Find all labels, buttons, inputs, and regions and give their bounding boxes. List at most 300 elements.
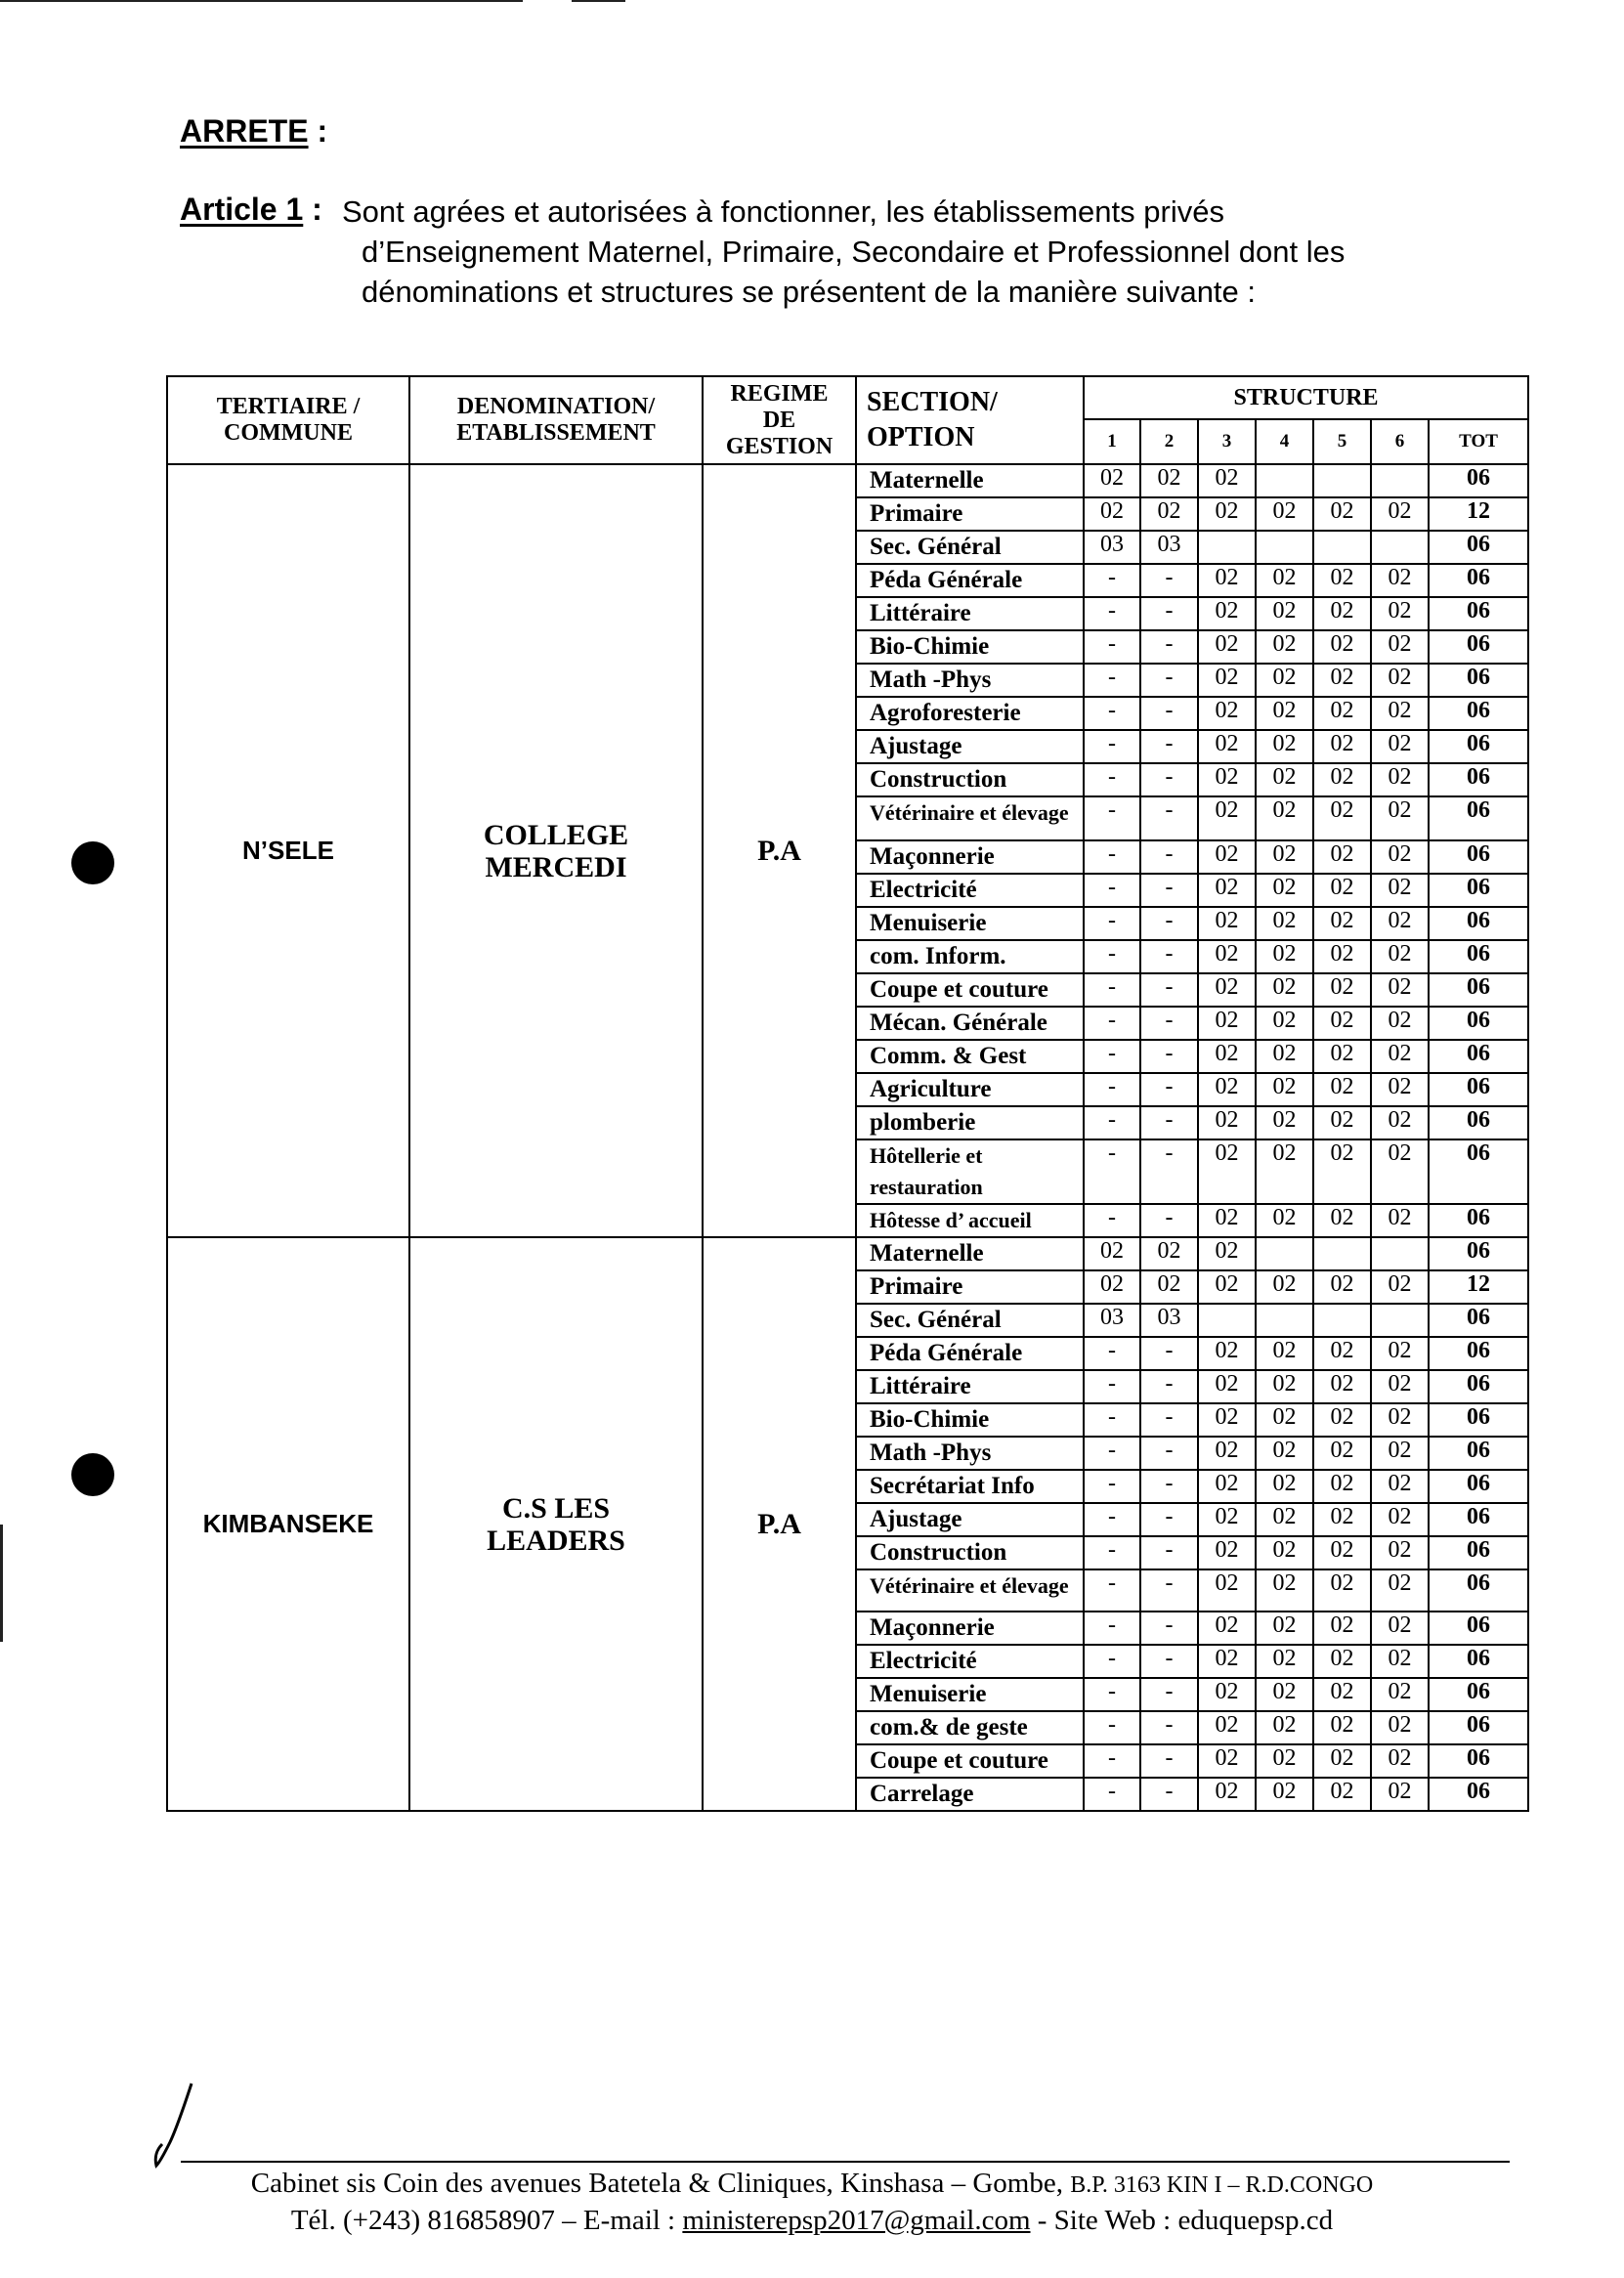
- structure-cell: 02: [1313, 1270, 1371, 1304]
- structure-cell: 02: [1140, 464, 1198, 497]
- structure-cell: -: [1140, 874, 1198, 907]
- structure-cell: -: [1084, 1007, 1140, 1040]
- structure-cell: 02: [1313, 907, 1371, 940]
- structure-cell: 02: [1256, 940, 1313, 973]
- structure-cell: 02: [1256, 1073, 1313, 1106]
- structure-cell: 02: [1371, 1645, 1429, 1678]
- structure-cell: -: [1140, 1678, 1198, 1711]
- structure-cell: [1198, 1304, 1256, 1337]
- structure-cell: -: [1084, 1536, 1140, 1569]
- option-cell: Vétérinaire et élevage: [856, 796, 1084, 840]
- structure-cell: 02: [1084, 1237, 1140, 1270]
- header-regime: [703, 376, 856, 464]
- structure-cell: 02: [1256, 1007, 1313, 1040]
- structure-cell: 02: [1313, 1470, 1371, 1503]
- total-cell: 06: [1429, 1403, 1528, 1437]
- structure-cell: 02: [1256, 840, 1313, 874]
- structure-cell: 02: [1313, 1744, 1371, 1778]
- structure-cell: 02: [1198, 630, 1256, 664]
- header-col-3: 3: [1198, 419, 1256, 464]
- structure-cell: 02: [1256, 1778, 1313, 1811]
- structure-cell: 02: [1371, 730, 1429, 763]
- option-cell: Mécan. Générale: [856, 1007, 1084, 1040]
- option-cell: Math -Phys: [856, 664, 1084, 697]
- article-text: [342, 192, 1466, 312]
- structure-cell: -: [1084, 1503, 1140, 1536]
- total-cell: 06: [1429, 630, 1528, 664]
- structure-cell: 02: [1313, 630, 1371, 664]
- structure-cell: 02: [1371, 1139, 1429, 1204]
- structure-cell: 02: [1313, 874, 1371, 907]
- structure-cell: -: [1084, 796, 1140, 840]
- article-colon: :: [303, 192, 322, 227]
- total-cell: 06: [1429, 1040, 1528, 1073]
- total-cell: 06: [1429, 1503, 1528, 1536]
- structure-cell: -: [1140, 1370, 1198, 1403]
- header-territoire: [167, 376, 409, 464]
- option-cell: Sec. Général: [856, 1304, 1084, 1337]
- structure-cell: 02: [1256, 630, 1313, 664]
- denomination-line: LEADERS: [487, 1524, 625, 1557]
- structure-cell: 02: [1198, 1437, 1256, 1470]
- structure-cell: [1313, 1237, 1371, 1270]
- article-line: d’Enseignement Maternel, Primaire, Secondaire et Professionnel dont les: [362, 235, 1346, 269]
- structure-cell: -: [1084, 1778, 1140, 1811]
- header-line: DENOMINATION/: [456, 394, 656, 419]
- scan-edge-line: [572, 0, 625, 2]
- structure-cell: -: [1084, 597, 1140, 630]
- structure-cell: 03: [1084, 531, 1140, 564]
- structure-cell: 02: [1256, 973, 1313, 1007]
- total-cell: 06: [1429, 1470, 1528, 1503]
- structure-cell: 02: [1198, 1678, 1256, 1711]
- option-cell: Hôtesse d’ accueil: [856, 1204, 1084, 1237]
- structure-cell: 02: [1084, 497, 1140, 531]
- structure-table: [166, 375, 1529, 1812]
- structure-cell: -: [1084, 664, 1140, 697]
- option-cell: Coupe et couture: [856, 973, 1084, 1007]
- structure-cell: 02: [1198, 730, 1256, 763]
- total-cell: 06: [1429, 1139, 1528, 1204]
- structure-cell: 02: [1371, 1106, 1429, 1139]
- structure-cell: 02: [1371, 564, 1429, 597]
- structure-cell: 02: [1198, 597, 1256, 630]
- footer-email-link[interactable]: ministerepsp2017@gmail.com: [682, 2205, 1031, 2236]
- option-cell: Bio-Chimie: [856, 1403, 1084, 1437]
- option-cell: Bio-Chimie: [856, 630, 1084, 664]
- structure-cell: -: [1084, 630, 1140, 664]
- structure-cell: -: [1140, 664, 1198, 697]
- structure-cell: 02: [1313, 1403, 1371, 1437]
- header-line: GESTION: [725, 433, 833, 459]
- structure-cell: 02: [1371, 763, 1429, 796]
- structure-cell: 02: [1198, 1569, 1256, 1612]
- option-cell: Vétérinaire et élevage: [856, 1569, 1084, 1612]
- option-cell: com.& de geste: [856, 1711, 1084, 1744]
- structure-cell: -: [1140, 630, 1198, 664]
- option-cell: Comm. & Gest: [856, 1040, 1084, 1073]
- option-cell: Construction: [856, 763, 1084, 796]
- header-col-tot: TOT: [1429, 419, 1528, 464]
- structure-cell: 02: [1084, 464, 1140, 497]
- structure-cell: -: [1140, 796, 1198, 840]
- structure-cell: 02: [1313, 796, 1371, 840]
- article-line: Sont agrées et autorisées à fonctionner, les établissements privés: [342, 194, 1224, 229]
- total-cell: 06: [1429, 1711, 1528, 1744]
- structure-cell: 02: [1313, 564, 1371, 597]
- structure-cell: -: [1140, 1569, 1198, 1612]
- structure-cell: -: [1084, 1370, 1140, 1403]
- header-line: SECTION/: [867, 387, 998, 417]
- total-cell: 06: [1429, 1370, 1528, 1403]
- article-number: Article 1: [180, 192, 304, 227]
- structure-cell: 02: [1371, 1437, 1429, 1470]
- structure-cell: 02: [1198, 973, 1256, 1007]
- structure-cell: -: [1084, 940, 1140, 973]
- option-cell: Agriculture: [856, 1073, 1084, 1106]
- structure-cell: [1256, 531, 1313, 564]
- option-cell: Littéraire: [856, 597, 1084, 630]
- regime-cell: P.A: [703, 464, 856, 1237]
- structure-cell: 02: [1313, 597, 1371, 630]
- structure-cell: -: [1084, 1645, 1140, 1678]
- header-col-6: 6: [1371, 419, 1429, 464]
- structure-cell: [1256, 1304, 1313, 1337]
- structure-cell: -: [1084, 1744, 1140, 1778]
- structure-cell: [1198, 531, 1256, 564]
- structure-cell: -: [1084, 1711, 1140, 1744]
- structure-cell: -: [1140, 1204, 1198, 1237]
- structure-cell: -: [1140, 1711, 1198, 1744]
- structure-cell: 02: [1256, 1645, 1313, 1678]
- option-cell: Maçonnerie: [856, 1612, 1084, 1645]
- structure-cell: 02: [1198, 464, 1256, 497]
- footer-rule: [181, 2161, 1510, 2163]
- structure-cell: 02: [1313, 1569, 1371, 1612]
- structure-cell: -: [1140, 1337, 1198, 1370]
- total-cell: 12: [1429, 1270, 1528, 1304]
- total-cell: 06: [1429, 1437, 1528, 1470]
- option-cell: Coupe et couture: [856, 1744, 1084, 1778]
- structure-cell: 02: [1371, 973, 1429, 1007]
- structure-cell: 02: [1198, 874, 1256, 907]
- structure-cell: -: [1140, 1040, 1198, 1073]
- structure-cell: -: [1084, 1470, 1140, 1503]
- total-cell: 06: [1429, 907, 1528, 940]
- option-cell: plomberie: [856, 1106, 1084, 1139]
- structure-cell: 02: [1140, 1270, 1198, 1304]
- total-cell: 06: [1429, 973, 1528, 1007]
- structure-cell: -: [1140, 564, 1198, 597]
- structure-cell: 02: [1198, 1204, 1256, 1237]
- structure-cell: 02: [1313, 497, 1371, 531]
- structure-cell: 02: [1198, 1073, 1256, 1106]
- structure-cell: [1371, 531, 1429, 564]
- header-line: OPTION: [867, 422, 975, 452]
- scan-edge-line: [0, 0, 523, 2]
- total-cell: 06: [1429, 1778, 1528, 1811]
- structure-cell: 02: [1313, 730, 1371, 763]
- denomination-cell: [409, 464, 703, 1237]
- structure-cell: 02: [1198, 1007, 1256, 1040]
- structure-cell: -: [1084, 1040, 1140, 1073]
- structure-cell: 02: [1313, 840, 1371, 874]
- structure-cell: 02: [1198, 664, 1256, 697]
- header-col-1: 1: [1084, 419, 1140, 464]
- denomination-line: MERCEDI: [485, 850, 627, 883]
- denomination-line: C.S LES: [501, 1491, 611, 1525]
- structure-cell: 02: [1198, 1403, 1256, 1437]
- total-cell: 06: [1429, 531, 1528, 564]
- structure-cell: -: [1084, 763, 1140, 796]
- arrete-label: ARRETE: [180, 113, 309, 149]
- structure-cell: 02: [1371, 796, 1429, 840]
- option-cell: Maçonnerie: [856, 840, 1084, 874]
- structure-cell: 03: [1140, 1304, 1198, 1337]
- structure-cell: 02: [1256, 1711, 1313, 1744]
- structure-cell: 02: [1198, 1106, 1256, 1139]
- total-cell: 06: [1429, 1204, 1528, 1237]
- structure-cell: 02: [1313, 763, 1371, 796]
- structure-cell: 02: [1256, 1270, 1313, 1304]
- structure-cell: 02: [1371, 664, 1429, 697]
- structure-cell: 02: [1313, 1503, 1371, 1536]
- total-cell: 06: [1429, 1106, 1528, 1139]
- structure-cell: -: [1140, 730, 1198, 763]
- option-cell: Math -Phys: [856, 1437, 1084, 1470]
- structure-cell: 02: [1371, 1204, 1429, 1237]
- structure-cell: -: [1140, 1073, 1198, 1106]
- footer-address: [0, 2168, 1624, 2200]
- option-cell: Carrelage: [856, 1778, 1084, 1811]
- structure-cell: 02: [1371, 1711, 1429, 1744]
- structure-cell: 02: [1256, 1403, 1313, 1437]
- structure-cell: -: [1084, 564, 1140, 597]
- header-line: TERTIAIRE /: [216, 394, 361, 419]
- structure-cell: -: [1140, 907, 1198, 940]
- structure-cell: 02: [1313, 1139, 1371, 1204]
- total-cell: 06: [1429, 697, 1528, 730]
- structure-cell: 02: [1313, 1437, 1371, 1470]
- total-cell: 06: [1429, 1304, 1528, 1337]
- structure-cell: -: [1140, 1536, 1198, 1569]
- header-section: [856, 376, 1084, 464]
- structure-cell: [1313, 1304, 1371, 1337]
- structure-cell: 02: [1256, 1204, 1313, 1237]
- footer-website: - Site Web : eduquepsp.cd: [1030, 2205, 1334, 2236]
- structure-cell: 02: [1313, 1711, 1371, 1744]
- structure-cell: 02: [1198, 907, 1256, 940]
- structure-cell: 02: [1198, 1470, 1256, 1503]
- structure-cell: 02: [1371, 940, 1429, 973]
- structure-cell: 02: [1371, 907, 1429, 940]
- table-row: [167, 1237, 1528, 1270]
- denomination-line: COLLEGE: [483, 818, 629, 851]
- structure-cell: 02: [1313, 1678, 1371, 1711]
- structure-cell: 02: [1371, 497, 1429, 531]
- structure-cell: -: [1140, 1778, 1198, 1811]
- total-cell: 06: [1429, 874, 1528, 907]
- structure-cell: 02: [1256, 1744, 1313, 1778]
- structure-cell: -: [1140, 1744, 1198, 1778]
- option-cell: Ajustage: [856, 1503, 1084, 1536]
- header-line: COMMUNE: [224, 420, 353, 446]
- structure-cell: 02: [1140, 1237, 1198, 1270]
- structure-cell: 02: [1313, 1645, 1371, 1678]
- option-cell: Menuiserie: [856, 907, 1084, 940]
- footer-po-box: B.P. 3163 KIN I – R.D.CONGO: [1070, 2172, 1374, 2198]
- structure-cell: 02: [1371, 1403, 1429, 1437]
- structure-cell: 02: [1198, 1040, 1256, 1073]
- option-cell: Electricité: [856, 874, 1084, 907]
- structure-cell: 02: [1256, 664, 1313, 697]
- option-cell: Hôtellerie et restauration: [856, 1139, 1084, 1204]
- option-cell: Primaire: [856, 497, 1084, 531]
- structure-cell: 03: [1084, 1304, 1140, 1337]
- structure-cell: -: [1084, 1106, 1140, 1139]
- option-cell: Secrétariat Info: [856, 1470, 1084, 1503]
- structure-cell: -: [1140, 1437, 1198, 1470]
- structure-cell: -: [1140, 1470, 1198, 1503]
- structure-cell: 02: [1140, 497, 1198, 531]
- structure-cell: 02: [1256, 1536, 1313, 1569]
- option-cell: Sec. Général: [856, 531, 1084, 564]
- header-line: REGIME: [730, 380, 829, 407]
- total-cell: 06: [1429, 1569, 1528, 1612]
- structure-cell: 02: [1371, 1744, 1429, 1778]
- structure-cell: 02: [1198, 1711, 1256, 1744]
- structure-cell: -: [1140, 1612, 1198, 1645]
- structure-cell: [1256, 464, 1313, 497]
- option-cell: Littéraire: [856, 1370, 1084, 1403]
- structure-cell: -: [1084, 1073, 1140, 1106]
- total-cell: 06: [1429, 1612, 1528, 1645]
- total-cell: 06: [1429, 664, 1528, 697]
- structure-cell: 02: [1198, 1337, 1256, 1370]
- structure-cell: 02: [1256, 1437, 1313, 1470]
- structure-cell: 02: [1198, 1503, 1256, 1536]
- structure-cell: 02: [1313, 1536, 1371, 1569]
- structure-cell: [1371, 1304, 1429, 1337]
- total-cell: 06: [1429, 763, 1528, 796]
- header-col-5: 5: [1313, 419, 1371, 464]
- structure-cell: -: [1140, 597, 1198, 630]
- structure-cell: -: [1140, 1007, 1198, 1040]
- header-line: DE: [762, 407, 796, 433]
- structure-cell: -: [1084, 1337, 1140, 1370]
- structure-cell: 02: [1371, 1778, 1429, 1811]
- structure-cell: 02: [1313, 1040, 1371, 1073]
- structure-cell: 02: [1256, 730, 1313, 763]
- structure-cell: -: [1140, 697, 1198, 730]
- structure-cell: -: [1084, 1139, 1140, 1204]
- structure-cell: 02: [1371, 1073, 1429, 1106]
- structure-cell: 02: [1371, 1337, 1429, 1370]
- structure-cell: -: [1084, 840, 1140, 874]
- total-cell: 06: [1429, 1645, 1528, 1678]
- structure-cell: 02: [1198, 564, 1256, 597]
- signature-stroke: [149, 2082, 207, 2170]
- structure-cell: 02: [1256, 1139, 1313, 1204]
- structure-cell: -: [1140, 1645, 1198, 1678]
- structure-cell: 02: [1313, 1778, 1371, 1811]
- structure-cell: -: [1140, 840, 1198, 874]
- structure-cell: 02: [1313, 973, 1371, 1007]
- structure-cell: 02: [1256, 1612, 1313, 1645]
- structure-cell: 02: [1256, 1678, 1313, 1711]
- total-cell: 06: [1429, 1073, 1528, 1106]
- structure-cell: 02: [1198, 1744, 1256, 1778]
- total-cell: 06: [1429, 564, 1528, 597]
- footer-contact: [0, 2205, 1624, 2237]
- structure-cell: 02: [1256, 763, 1313, 796]
- structure-cell: -: [1140, 1503, 1198, 1536]
- structure-cell: 02: [1371, 630, 1429, 664]
- structure-cell: 02: [1371, 1040, 1429, 1073]
- structure-cell: 03: [1140, 531, 1198, 564]
- table-row: [167, 464, 1528, 497]
- structure-cell: 02: [1313, 1204, 1371, 1237]
- structure-cell: -: [1140, 973, 1198, 1007]
- arrete-colon: :: [308, 113, 328, 149]
- article-label: [180, 192, 322, 228]
- structure-cell: 02: [1198, 763, 1256, 796]
- structure-cell: 02: [1371, 597, 1429, 630]
- structure-cell: 02: [1313, 1337, 1371, 1370]
- structure-cell: -: [1084, 1204, 1140, 1237]
- structure-cell: 02: [1313, 1007, 1371, 1040]
- structure-cell: -: [1084, 973, 1140, 1007]
- structure-cell: -: [1084, 697, 1140, 730]
- structure-cell: -: [1084, 1612, 1140, 1645]
- structure-cell: 02: [1256, 1106, 1313, 1139]
- structure-cell: 02: [1256, 907, 1313, 940]
- total-cell: 06: [1429, 840, 1528, 874]
- structure-cell: 02: [1256, 1470, 1313, 1503]
- structure-cell: 02: [1313, 664, 1371, 697]
- total-cell: 06: [1429, 1536, 1528, 1569]
- punch-hole: [71, 1453, 114, 1496]
- structure-cell: 02: [1198, 697, 1256, 730]
- structure-cell: -: [1084, 1437, 1140, 1470]
- structure-cell: -: [1084, 907, 1140, 940]
- structure-cell: [1313, 531, 1371, 564]
- total-cell: 06: [1429, 597, 1528, 630]
- structure-cell: -: [1084, 1403, 1140, 1437]
- footer-address-text: Cabinet sis Coin des avenues Batetela & Cliniques, Kinshasa – Gombe,: [250, 2168, 1071, 2199]
- option-cell: Menuiserie: [856, 1678, 1084, 1711]
- option-cell: Péda Générale: [856, 564, 1084, 597]
- structure-cell: 02: [1256, 1040, 1313, 1073]
- structure-cell: -: [1140, 940, 1198, 973]
- option-cell: Electricité: [856, 1645, 1084, 1678]
- structure-cell: 02: [1198, 796, 1256, 840]
- structure-cell: 02: [1371, 840, 1429, 874]
- option-cell: Maternelle: [856, 464, 1084, 497]
- total-cell: 06: [1429, 1678, 1528, 1711]
- structure-cell: 02: [1198, 1237, 1256, 1270]
- structure-cell: 02: [1198, 940, 1256, 973]
- option-cell: com. Inform.: [856, 940, 1084, 973]
- structure-cell: 02: [1256, 1337, 1313, 1370]
- total-cell: 06: [1429, 796, 1528, 840]
- structure-cell: 02: [1256, 597, 1313, 630]
- option-cell: Maternelle: [856, 1237, 1084, 1270]
- structure-cell: 02: [1256, 564, 1313, 597]
- punch-hole: [71, 841, 114, 884]
- structure-cell: [1313, 464, 1371, 497]
- structure-cell: 02: [1313, 1073, 1371, 1106]
